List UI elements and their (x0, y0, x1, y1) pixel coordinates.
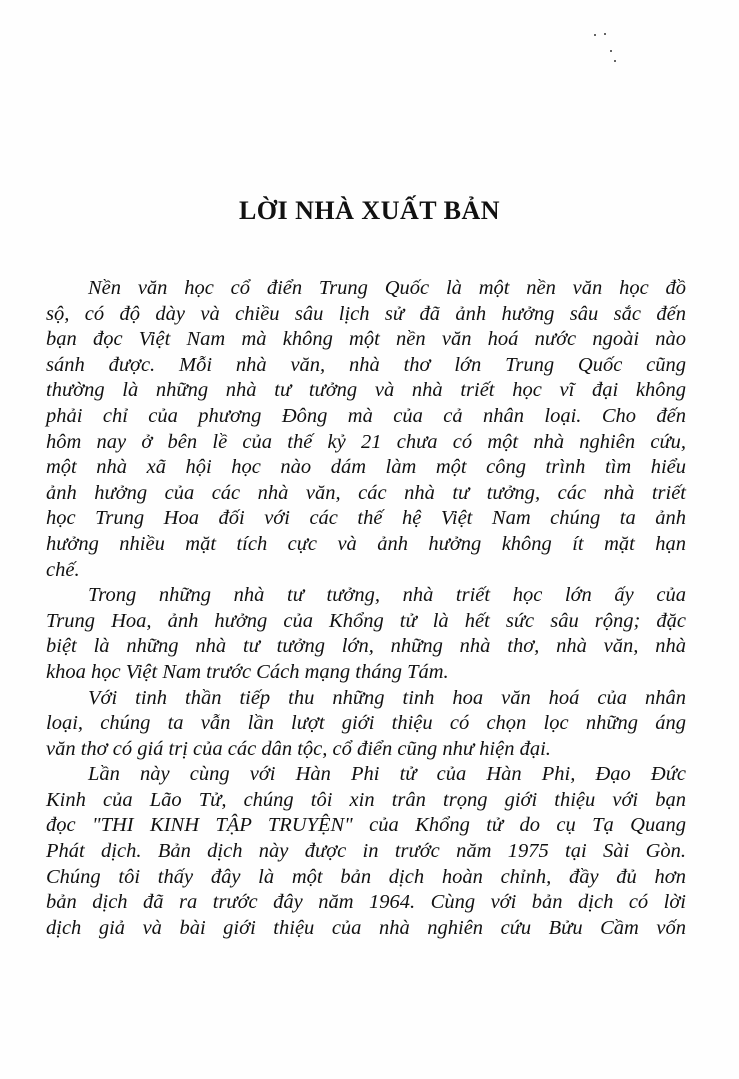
text-line: bản dịch đã ra trước đây năm 1964. Cùng với bản dịch có lời (46, 891, 686, 914)
text-line: ảnh hưởng của các nhà văn, các nhà tư tưởng, các nhà triết (46, 481, 686, 504)
text-line: phải chỉ của phương Đông mà của cả nhân loại. Cho đến (46, 404, 686, 427)
page-title: LỜI NHÀ XUẤT BẢN (238, 196, 501, 225)
text-line: hưởng nhiều mặt tích cực và ảnh hưởng không ít mặt hạn (46, 532, 686, 555)
text-line: dịch giả và bài giới thiệu của nhà nghiên cứu Bửu Cầm vốn (46, 916, 686, 939)
text-line: Với tinh thần tiếp thu những tinh hoa văn hoá của nhân (88, 686, 686, 709)
text-line: Phát dịch. Bản dịch này được in trước năm 1975 tại Sài Gòn. (46, 840, 686, 863)
text-line: Kinh của Lão Tử, chúng tôi xin trân trọng giới thiệu với bạn (46, 788, 686, 811)
text-line: hôm nay ở bên lề của thế kỷ 21 chưa có một nhà nghiên cứu, (46, 430, 686, 453)
body-text (46, 276, 686, 941)
text-line: đọc "THI KINH TẬP TRUYỆN" của Khổng tử do cụ Tạ Quang (46, 814, 686, 837)
text-line: khoa học Việt Nam trước Cách mạng tháng Tám. (46, 660, 449, 683)
text-line: chế. (46, 558, 80, 581)
text-line: Chúng tôi thấy đây là một bản dịch hoàn chỉnh, đầy đủ hơn (46, 865, 686, 888)
text-line: Trong những nhà tư tưởng, nhà triết học lớn ấy của (88, 584, 686, 607)
text-line: Lần này cùng với Hàn Phi tử của Hàn Phi, Đạo Đức (88, 763, 686, 786)
text-line: học Trung Hoa đối với các thế hệ Việt Nam chúng ta ảnh (46, 507, 686, 530)
text-line: loại, chúng ta vẫn lần lượt giới thiệu có chọn lọc những áng (46, 712, 686, 735)
text-line: Nền văn học cổ điển Trung Quốc là một nền văn học đồ (88, 277, 686, 299)
text-line: một nhà xã hội học nào dám làm một công trình tìm hiểu (46, 456, 686, 479)
text-line: Trung Hoa, ảnh hưởng của Khổng tử là hết sức sâu rộng; đặc (46, 609, 686, 632)
text-line: văn thơ có giá trị của các dân tộc, cổ điển cũng như hiện đại. (46, 737, 551, 760)
text-line: bạn đọc Việt Nam mà không một nền văn hoá nước ngoài nào (46, 328, 686, 351)
scan-specks (590, 28, 630, 68)
text-line: thường là những nhà tư tưởng và nhà triết học vĩ đại không (46, 379, 686, 402)
text-line: biệt là những nhà tư tưởng lớn, những nhà thơ, nhà văn, nhà (46, 635, 686, 658)
text-line: sộ, có độ dày và chiều sâu lịch sử đã ảnh hưởng sâu sắc đến (46, 302, 686, 325)
text-line: sánh được. Mỗi nhà văn, nhà thơ lớn Trung Quốc cũng (46, 353, 686, 376)
